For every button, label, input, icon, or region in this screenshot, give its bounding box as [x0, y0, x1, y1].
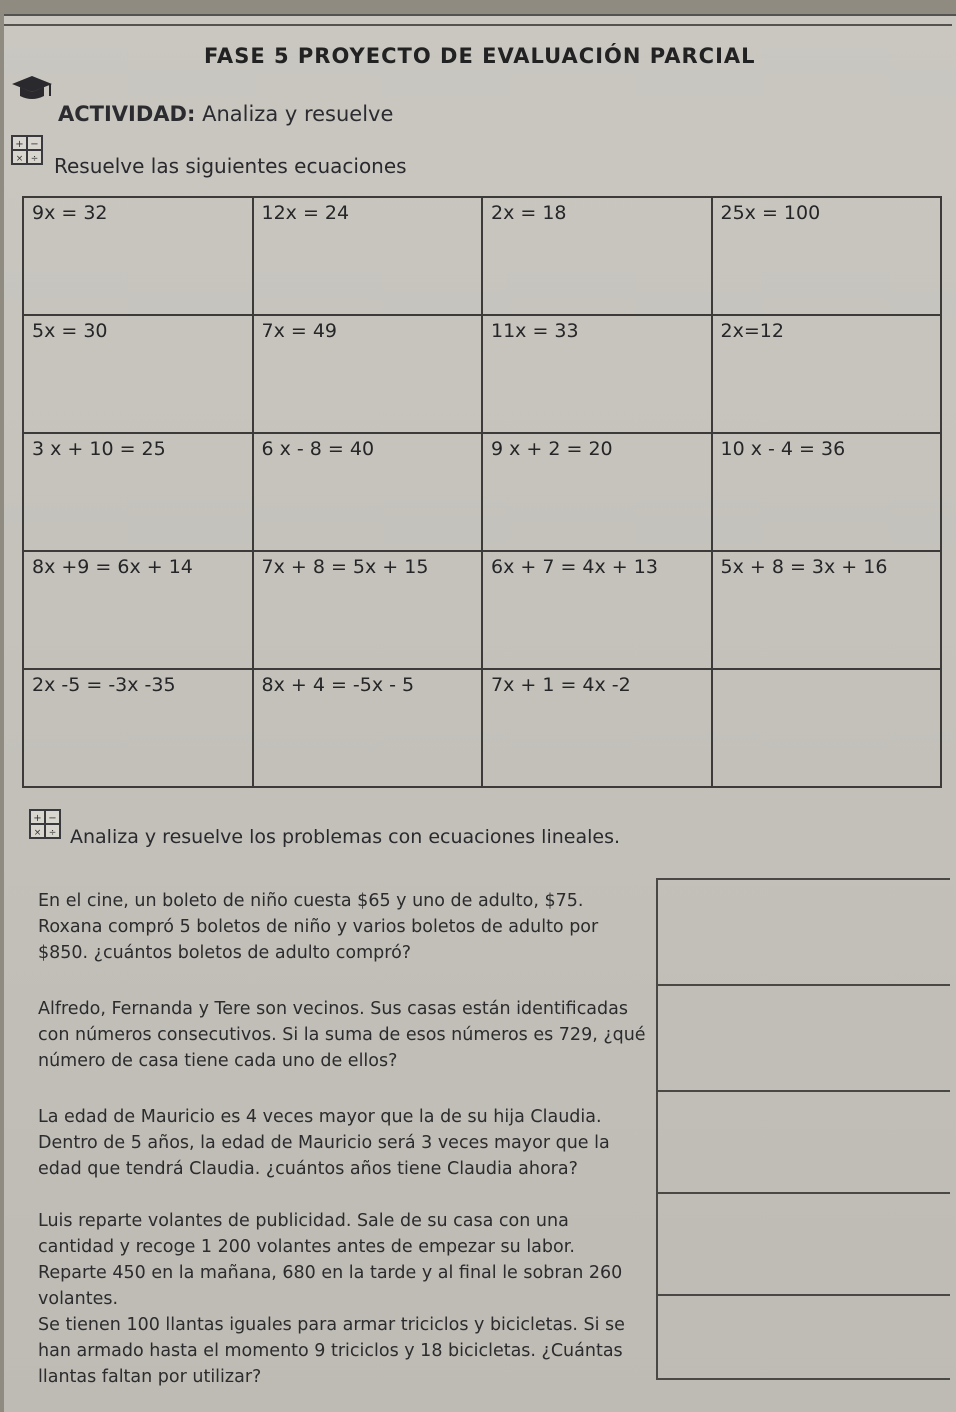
equation-cell[interactable]: 9 x + 2 = 20	[482, 433, 712, 551]
problem-text: Luis reparte volantes de publicidad. Sale de su casa con una cantidad y recoge 1 200 volantes antes de empezar su labor. Reparte 450 en la mañana, 680 en la tarde y al final le sobran 260 volantes.	[38, 1211, 623, 1309]
equation-cell[interactable]: 2x = 18	[482, 197, 712, 315]
equation-cell[interactable]: 8x +9 = 6x + 14	[23, 551, 253, 669]
equation-cell[interactable]: 9x = 32	[23, 197, 253, 315]
answer-box[interactable]	[658, 1090, 950, 1194]
page-title: FASE 5 PROYECTO DE EVALUACIÓN PARCIAL	[204, 44, 756, 68]
equation-cell[interactable]: 5x + 8 = 3x + 16	[712, 551, 942, 669]
worksheet-page	[4, 14, 956, 1412]
activity-label: ACTIVIDAD:	[58, 102, 196, 126]
equation-cell[interactable]: 25x = 100	[712, 197, 942, 315]
svg-text:−: −	[30, 139, 39, 150]
equation-cell[interactable]: 2x=12	[712, 315, 942, 433]
equation-row	[23, 433, 941, 551]
math-operations-icon	[28, 808, 62, 840]
equation-cell[interactable]: 12x = 24	[253, 197, 483, 315]
equation-row	[23, 551, 941, 669]
equation-cell-empty[interactable]	[712, 669, 942, 787]
activity-text: Analiza y resuelve	[202, 102, 394, 126]
svg-text:÷: ÷	[48, 828, 57, 838]
svg-text:−: −	[48, 813, 57, 824]
answer-box[interactable]	[658, 1192, 950, 1296]
equation-row	[23, 669, 941, 787]
svg-text:+: +	[15, 139, 24, 150]
equation-cell[interactable]: 7x + 1 = 4x -2	[482, 669, 712, 787]
equation-cell[interactable]: 5x = 30	[23, 315, 253, 433]
equation-cell[interactable]: 10 x - 4 = 36	[712, 433, 942, 551]
equation-cell[interactable]: 7x + 8 = 5x + 15	[253, 551, 483, 669]
equation-cell[interactable]: 7x = 49	[253, 315, 483, 433]
equation-cell[interactable]: 6 x - 8 = 40	[253, 433, 483, 551]
answers-column	[656, 878, 950, 1380]
section1-instruction: Resuelve las siguientes ecuaciones	[54, 154, 407, 178]
section2-instruction: Analiza y resuelve los problemas con ecuaciones lineales.	[70, 826, 621, 848]
equation-cell[interactable]: 2x -5 = -3x -35	[23, 669, 253, 787]
equation-row	[23, 315, 941, 433]
equation-cell[interactable]: 3 x + 10 = 25	[23, 433, 253, 551]
svg-text:×: ×	[15, 154, 24, 164]
graduation-cap-icon	[10, 74, 54, 104]
equation-cell[interactable]: 6x + 7 = 4x + 13	[482, 551, 712, 669]
answer-box[interactable]	[658, 880, 950, 984]
math-operations-icon	[10, 134, 44, 166]
svg-text:÷: ÷	[30, 154, 39, 164]
problem-text: Se tienen 100 llantas iguales para armar triciclos y bicicletas. Si se han armado hasta el momento 9 triciclos y 18 bicicletas. ¿Cuántas llantas faltan por utilizar?	[38, 1315, 625, 1387]
equation-cell[interactable]: 8x + 4 = -5x - 5	[253, 669, 483, 787]
problem-text: En el cine, un boleto de niño cuesta $65 y uno de adulto, $75. Roxana compró 5 boletos de niño y varios boletos de adulto por $850. ¿cuántos boletos de adulto compró?	[38, 891, 599, 963]
svg-text:×: ×	[33, 828, 42, 838]
svg-text:+: +	[33, 813, 42, 824]
problem-text: Alfredo, Fernanda y Tere son vecinos. Sus casas están identificadas con números consecutivos. Si la suma de esos números es 729, ¿qué número de casa tiene cada uno de ellos?	[38, 999, 646, 1071]
answer-box[interactable]	[658, 1294, 950, 1378]
activity-line	[58, 102, 393, 126]
problem-text: La edad de Mauricio es 4 veces mayor que la de su hija Claudia. Dentro de 5 años, la edad de Mauricio será 3 veces mayor que la edad que tendrá Claudia. ¿cuántos años tiene Claudia ahora?	[38, 1107, 610, 1179]
equation-row	[23, 197, 941, 315]
answer-box[interactable]	[658, 984, 950, 1092]
equations-table	[22, 196, 942, 788]
equation-cell[interactable]: 11x = 33	[482, 315, 712, 433]
top-rule	[4, 24, 952, 26]
